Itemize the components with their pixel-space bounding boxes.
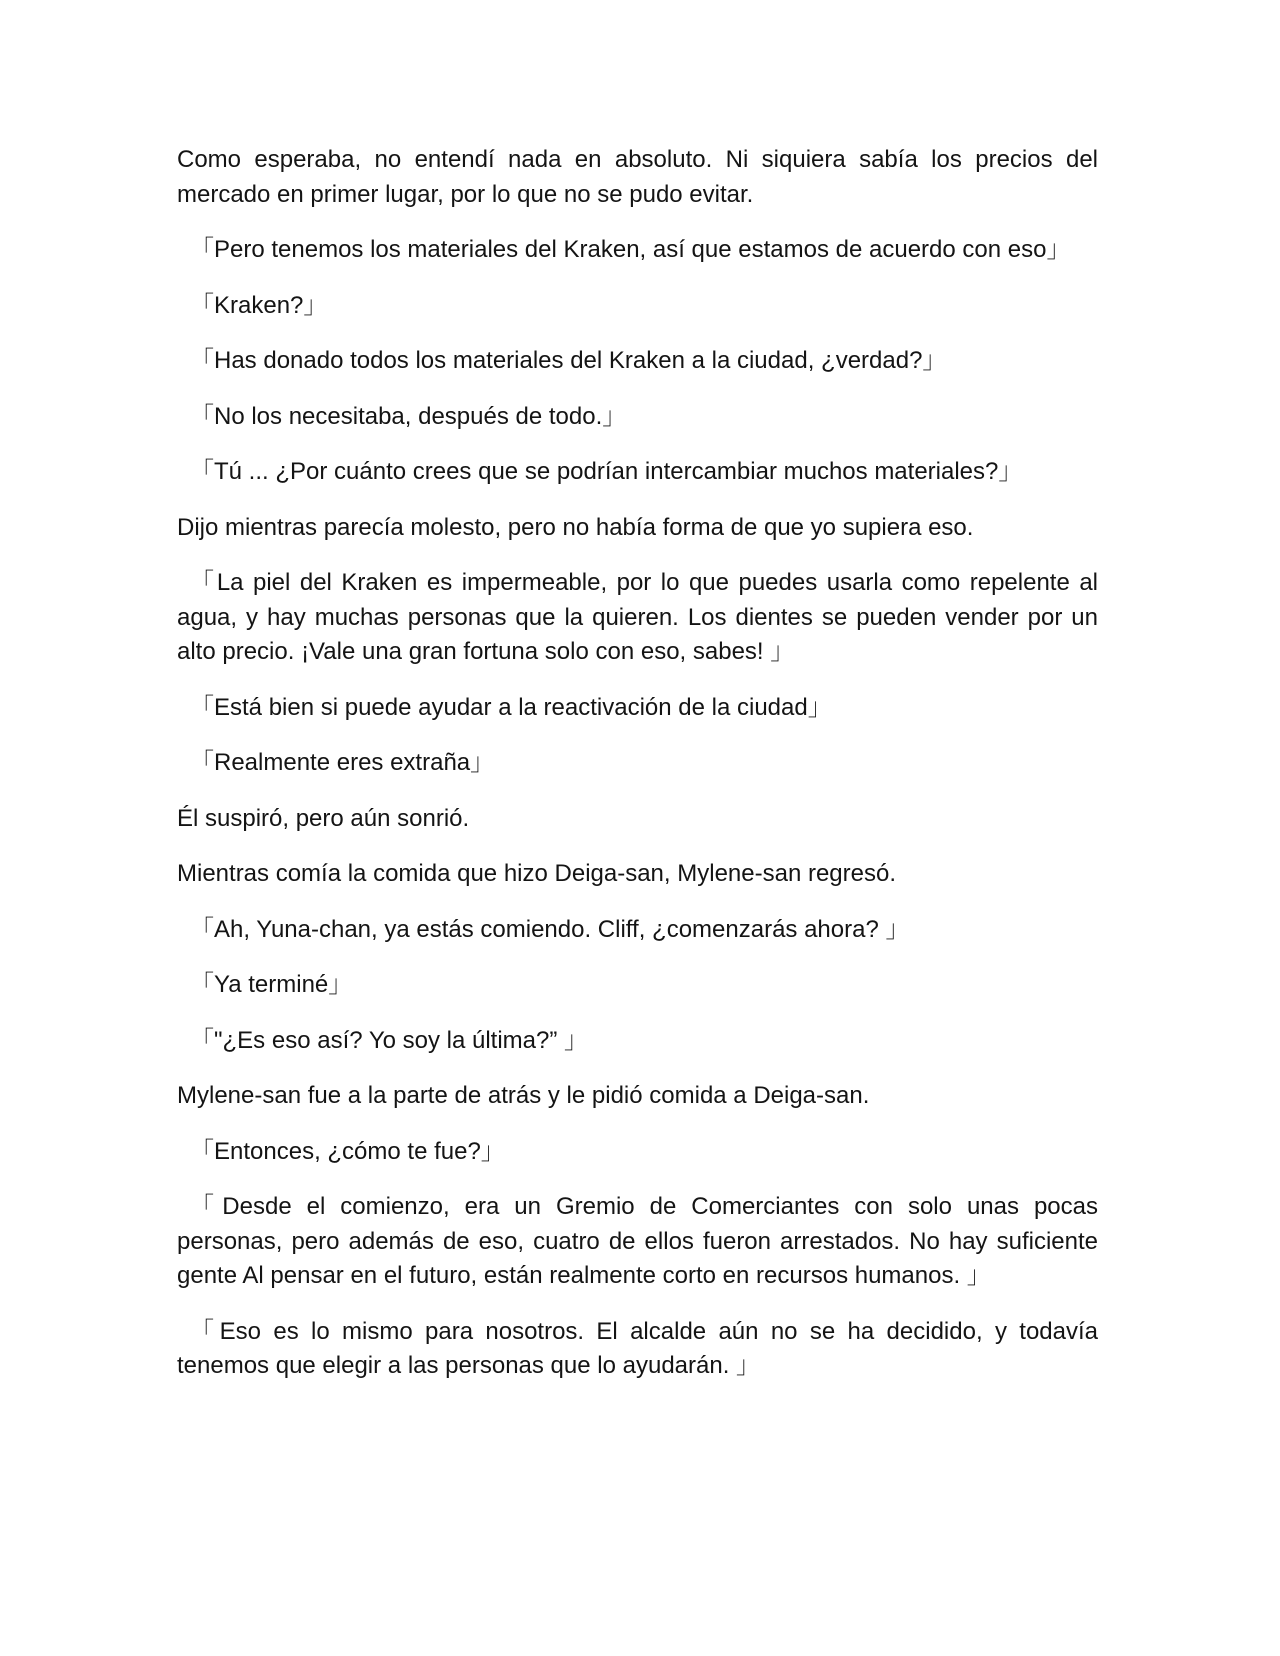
dialogue-line: 「Tú ... ¿Por cuánto crees que se podrían intercambiar muchos materiales?」 <box>190 458 1023 485</box>
dialogue-line: 「Entonces, ¿cómo te fue?」 <box>190 1137 505 1165</box>
paragraph: Mylene-san fue a la parte de atrás y le pidió comida a Deiga-san. <box>177 1082 870 1109</box>
paragraph: Dijo mientras parecía molesto, pero no había forma de que yo supiera eso. <box>177 513 974 541</box>
dialogue-line: 「Realmente eres extraña」 <box>190 749 495 776</box>
dialogue-line: 「"¿Es eso así? Yo soy la última?” 」 <box>190 1026 589 1054</box>
dialogue-line: 「Ah, Yuna-chan, ya estás comiendo. Cliff, ¿comenzarás ahora? 」 <box>190 915 910 943</box>
dialogue-line: 「Desde el comienzo, era un Gremio de Comerciantes con solo unas pocas personas, pero además de eso, cuatro de ellos fueron arrestados. No hay suficiente gente Al pensar en el futuro, están realmente corto en recursos humanos. 」 <box>177 1193 1098 1289</box>
dialogue-line: 「Pero tenemos los materiales del Kraken, así que estamos de acuerdo con eso」 <box>190 236 1071 263</box>
document-page <box>177 143 1098 1405</box>
dialogue-line: 「Está bien si puede ayudar a la reactivación de la ciudad」 <box>190 693 832 721</box>
dialogue-line: 「Kraken?」 <box>190 291 328 319</box>
dialogue-line: 「La piel del Kraken es impermeable, por lo que puedes usarla como repelente al agua, y hay muchas personas que la quieren. Los dientes se pueden vender por un alto precio. ¡Vale una gran fortuna solo con eso, sabes! 」 <box>177 569 1098 665</box>
paragraph: Como esperaba, no entendí nada en absoluto. Ni siquiera sabía los precios del mercado en primer lugar, por lo que no se pudo evitar. <box>177 146 1098 208</box>
dialogue-line: 「Ya terminé」 <box>190 971 353 998</box>
paragraph: Mientras comía la comida que hizo Deiga-san, Mylene-san regresó. <box>177 860 897 887</box>
dialogue-line: 「Has donado todos los materiales del Kraken a la ciudad, ¿verdad?」 <box>190 347 947 374</box>
dialogue-line: 「Eso es lo mismo para nosotros. El alcalde aún no se ha decidido, y todavía tenemos que elegir a las personas que lo ayudarán. 」 <box>177 1317 1098 1379</box>
dialogue-line: 「No los necesitaba, después de todo.」 <box>190 402 627 430</box>
paragraph: Él suspiró, pero aún sonrió. <box>177 804 470 832</box>
